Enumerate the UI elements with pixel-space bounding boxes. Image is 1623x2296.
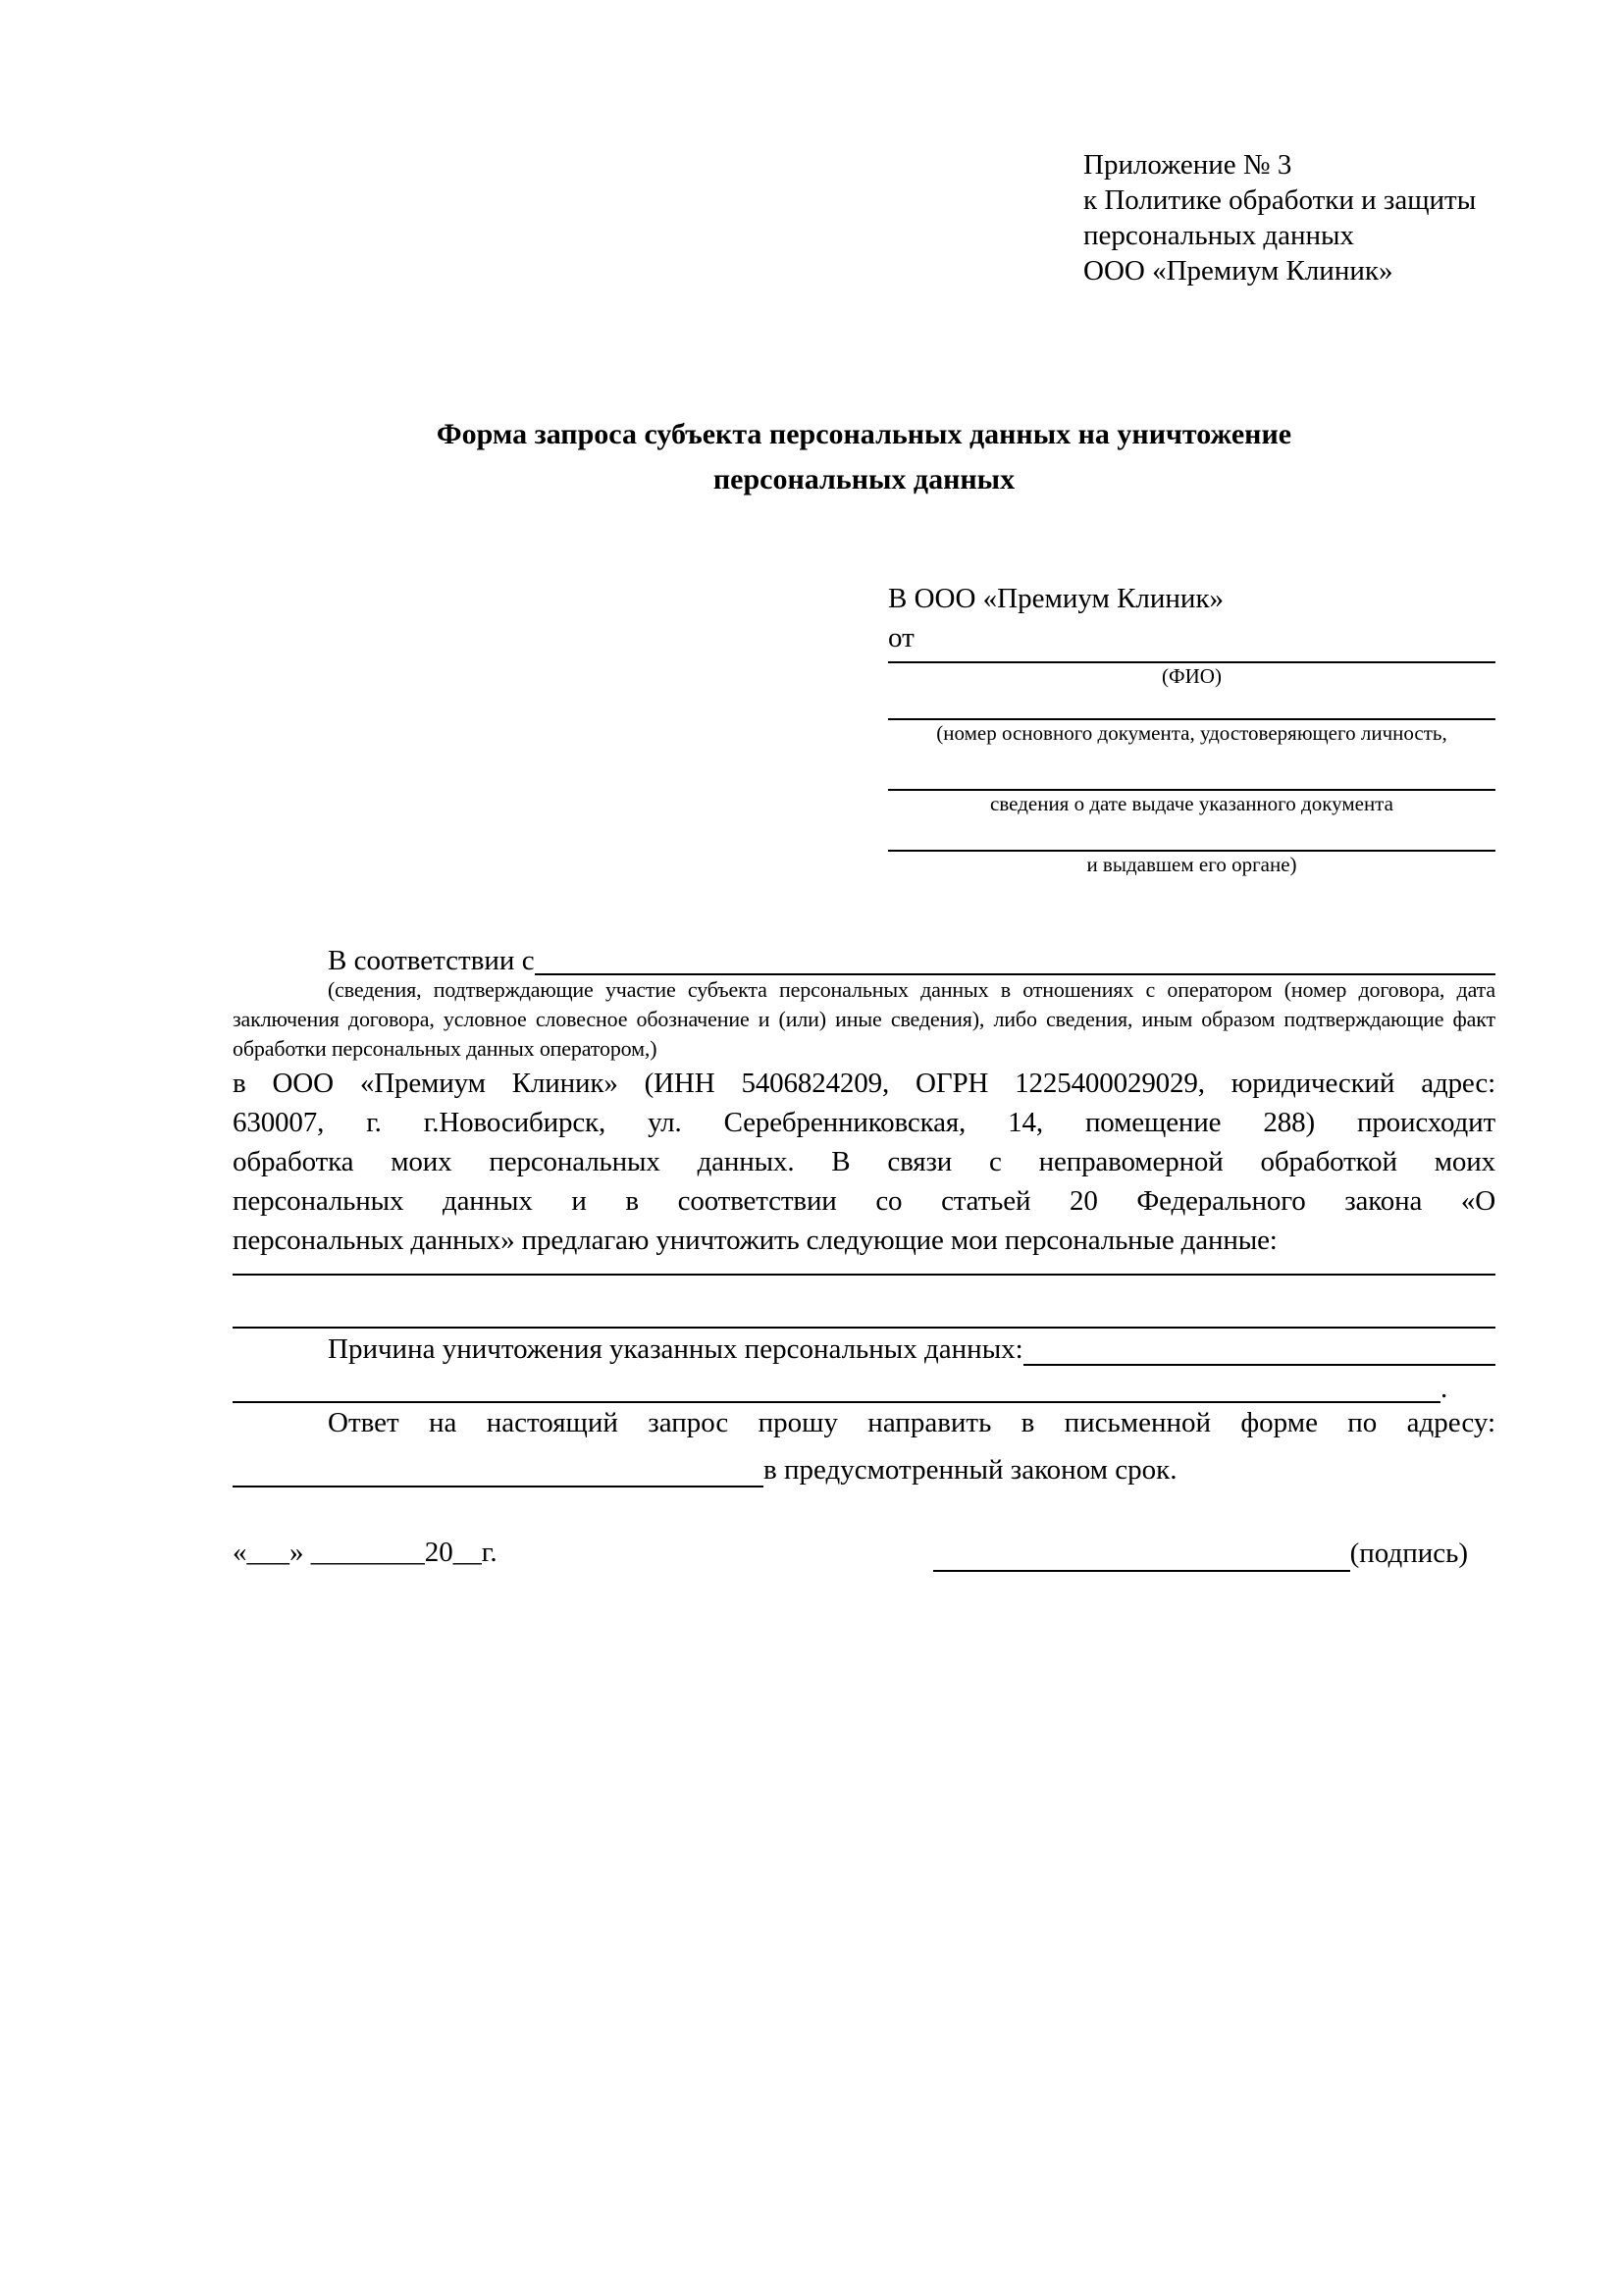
document-title-line: персональных данных bbox=[712, 463, 1016, 496]
address-row bbox=[233, 1442, 1495, 1487]
personal-data-field-line-2[interactable] bbox=[233, 1276, 1495, 1329]
date-signature-row bbox=[233, 1531, 1495, 1572]
accordance-note-line: заключения договора, условное словесное обозначение и (или) иные сведения), либо сведения, иным образом подтверждающие факт bbox=[233, 1007, 1495, 1031]
date-line[interactable]: «___» ________20__г. bbox=[233, 1537, 497, 1568]
main-paragraph bbox=[233, 1064, 1495, 1260]
accordance-row bbox=[233, 944, 1495, 975]
paragraph-line: в ООО «Премиум Клиник» (ИНН 5406824209, ОГРН 1225400029029, юридический адрес: bbox=[233, 1068, 1495, 1099]
paragraph-line: персональных данных и в соответствии со статьей 20 Федерального закона «О bbox=[233, 1185, 1495, 1217]
document-number-caption: (номер основного документа, удостоверяющего личность, bbox=[936, 721, 1447, 745]
addressee-to: В ООО «Премиум Клиник» bbox=[888, 583, 1225, 614]
accordance-label: В соответствии с bbox=[328, 945, 535, 976]
response-request-line: Ответ на настоящий запрос прошу направить в письменной форме по адресу: bbox=[328, 1407, 1495, 1438]
addressee-block bbox=[888, 579, 1495, 877]
accordance-note-line: (сведения, подтверждающие участие субъекта персональных данных в отношениях с оператором (номер договора, дата bbox=[328, 977, 1495, 1002]
accordance-note-line: обработки персональных данных оператором,) bbox=[233, 1036, 657, 1061]
paragraph-line: 630007, г. г.Новосибирск, ул. Серебренниковская, 14, помещение 288) происходит bbox=[233, 1107, 1495, 1138]
response-tail: в предусмотренный законом срок. bbox=[763, 1454, 1178, 1486]
document-title-line: Форма запроса субъекта персональных данных на уничтожение bbox=[436, 418, 1292, 450]
reason-label: Причина уничтожения указанных персональных данных: bbox=[328, 1333, 1023, 1365]
issue-date-field[interactable] bbox=[888, 746, 1495, 791]
fio-caption: (ФИО) bbox=[1162, 664, 1222, 688]
appendix-header bbox=[1083, 147, 1476, 288]
appendix-header-line: к Политике обработки и защиты bbox=[1083, 184, 1477, 216]
paragraph-line: обработка моих персональных данных. В связи с неправомерной обработкой моих bbox=[233, 1146, 1495, 1177]
signature-field[interactable] bbox=[933, 1535, 1350, 1572]
document-title bbox=[233, 412, 1495, 502]
issuing-authority-field[interactable] bbox=[888, 816, 1495, 852]
paragraph-line: персональных данных» предлагаю уничтожить следующие мои персональные данные: bbox=[233, 1225, 1278, 1256]
document-body bbox=[233, 944, 1495, 1572]
reason-row bbox=[233, 1329, 1495, 1366]
reason-continuation-row bbox=[233, 1366, 1495, 1403]
signature-caption: (подпись) bbox=[1349, 1538, 1468, 1569]
issuing-authority-caption: и выдавшем его органе) bbox=[1086, 853, 1297, 876]
period-text: . bbox=[1440, 1373, 1448, 1404]
appendix-header-line: ООО «Премиум Клиник» bbox=[1083, 255, 1393, 287]
reason-field-continuation[interactable] bbox=[233, 1376, 1440, 1403]
accordance-field[interactable] bbox=[535, 948, 1495, 975]
appendix-header-line: персональных данных bbox=[1083, 220, 1355, 251]
signature-block bbox=[933, 1535, 1468, 1572]
addressee-from-label: от bbox=[888, 622, 915, 653]
appendix-header-line: Приложение № 3 bbox=[1083, 149, 1292, 181]
reason-field[interactable] bbox=[1023, 1338, 1495, 1366]
issue-date-caption: сведения о дате выдаче указанного документа bbox=[990, 792, 1393, 815]
address-field[interactable] bbox=[233, 1448, 763, 1487]
accordance-note bbox=[233, 975, 1495, 1064]
document-number-field[interactable] bbox=[888, 689, 1495, 720]
personal-data-field-line-1[interactable] bbox=[233, 1260, 1495, 1276]
